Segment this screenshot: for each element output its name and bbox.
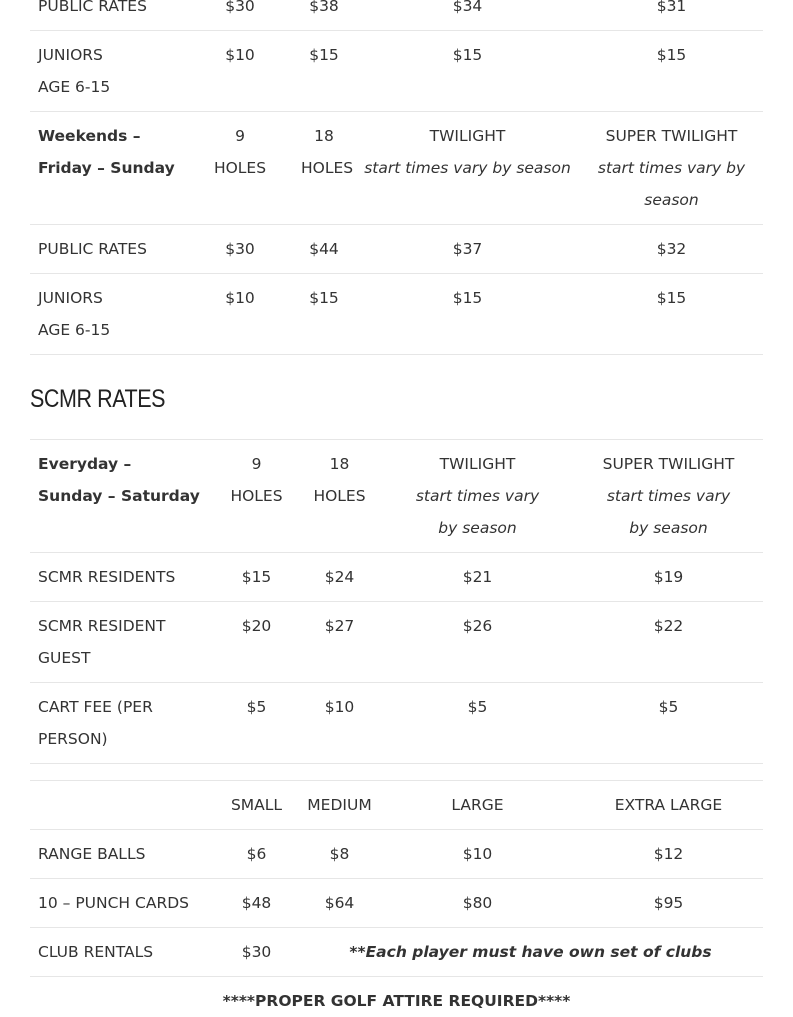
- price-9-holes: $5: [215, 683, 298, 764]
- table-row: [30, 683, 763, 764]
- price-super-twilight: $31: [580, 0, 763, 31]
- price-large: $10: [381, 830, 574, 879]
- header-9-holes: 9 HOLES: [215, 440, 298, 553]
- price-extra-large: $12: [574, 830, 763, 879]
- price-18-holes: $24: [298, 553, 381, 602]
- weekend-label: Weekends – Friday – Sunday: [30, 112, 187, 225]
- header-extra-large: EXTRA LARGE: [574, 781, 763, 830]
- club-rental-price: $30: [215, 928, 298, 977]
- price-twilight: $26: [381, 602, 574, 683]
- price-medium: $8: [298, 830, 381, 879]
- header-large: LARGE: [381, 781, 574, 830]
- price-small: $48: [215, 879, 298, 928]
- price-super-twilight: $22: [574, 602, 763, 683]
- row-label: 10 – PUNCH CARDS: [30, 879, 215, 928]
- range-rentals-table: [30, 780, 763, 977]
- price-twilight: $34: [355, 0, 580, 31]
- price-small: $6: [215, 830, 298, 879]
- scmr-rates-table: [30, 439, 763, 764]
- table-row: [30, 31, 763, 112]
- price-9-holes: $10: [187, 274, 293, 355]
- everyday-label: Everyday – Sunday – Saturday: [30, 440, 215, 553]
- price-9-holes: $15: [215, 553, 298, 602]
- header-small: SMALL: [215, 781, 298, 830]
- row-label: PUBLIC RATES: [30, 225, 187, 274]
- header-medium: MEDIUM: [298, 781, 381, 830]
- price-9-holes: $30: [187, 225, 293, 274]
- price-super-twilight: $32: [580, 225, 763, 274]
- row-label: JUNIORS AGE 6-15: [30, 274, 187, 355]
- header-18-holes: 18 HOLES: [293, 112, 355, 225]
- season-note: start times vary by season: [597, 159, 746, 209]
- price-9-holes: $20: [215, 602, 298, 683]
- row-label: CLUB RENTALS: [30, 928, 215, 977]
- season-note: start times vary by season: [606, 487, 731, 537]
- row-label: JUNIORS AGE 6-15: [30, 31, 187, 112]
- table-row: [30, 274, 763, 355]
- price-9-holes: $30: [187, 0, 293, 31]
- everyday-header-row: [30, 440, 763, 553]
- price-twilight: $5: [381, 683, 574, 764]
- price-super-twilight: $5: [574, 683, 763, 764]
- table-row: [30, 225, 763, 274]
- table-row: [30, 553, 763, 602]
- price-medium: $64: [298, 879, 381, 928]
- header-twilight: TWILIGHT start times vary by season: [355, 112, 580, 225]
- row-label: PUBLIC RATES: [30, 0, 187, 31]
- price-18-holes: $44: [293, 225, 355, 274]
- row-label: CART FEE (PER PERSON): [30, 683, 215, 764]
- season-note: start times vary by season: [415, 487, 540, 537]
- price-18-holes: $15: [293, 31, 355, 112]
- header-super-twilight: SUPER TWILIGHT start times vary by season: [580, 112, 763, 225]
- price-large: $80: [381, 879, 574, 928]
- table-row: [30, 830, 763, 879]
- header-twilight: TWILIGHT start times vary by season: [381, 440, 574, 553]
- club-rentals-row: [30, 928, 763, 977]
- table-row: [30, 879, 763, 928]
- rates-content: [30, 0, 763, 1017]
- section-title: SCMR RATES: [30, 385, 166, 413]
- size-header-row: [30, 781, 763, 830]
- row-label: SCMR RESIDENTS: [30, 553, 215, 602]
- table-row: [30, 0, 763, 31]
- price-super-twilight: $19: [574, 553, 763, 602]
- price-18-holes: $27: [298, 602, 381, 683]
- price-twilight: $21: [381, 553, 574, 602]
- header-9-holes: 9 HOLES: [187, 112, 293, 225]
- club-rental-note: **Each player must have own set of clubs: [298, 928, 763, 977]
- price-twilight: $15: [355, 31, 580, 112]
- row-label: SCMR RESIDENT GUEST: [30, 602, 215, 683]
- price-18-holes: $10: [298, 683, 381, 764]
- price-twilight: $15: [355, 274, 580, 355]
- price-twilight: $37: [355, 225, 580, 274]
- season-note: start times vary by season: [364, 159, 571, 177]
- price-9-holes: $10: [187, 31, 293, 112]
- price-18-holes: $38: [293, 0, 355, 31]
- price-super-twilight: $15: [580, 274, 763, 355]
- price-extra-large: $95: [574, 879, 763, 928]
- public-rates-table: [30, 0, 763, 355]
- table-row: [30, 602, 763, 683]
- row-label: RANGE BALLS: [30, 830, 215, 879]
- header-18-holes: 18 HOLES: [298, 440, 381, 553]
- empty-header-cell: [30, 781, 215, 830]
- attire-notice: ****PROPER GOLF ATTIRE REQUIRED****: [222, 992, 571, 1010]
- weekend-header-row: [30, 112, 763, 225]
- price-super-twilight: $15: [580, 31, 763, 112]
- header-super-twilight: SUPER TWILIGHT start times vary by season: [574, 440, 763, 553]
- price-18-holes: $15: [293, 274, 355, 355]
